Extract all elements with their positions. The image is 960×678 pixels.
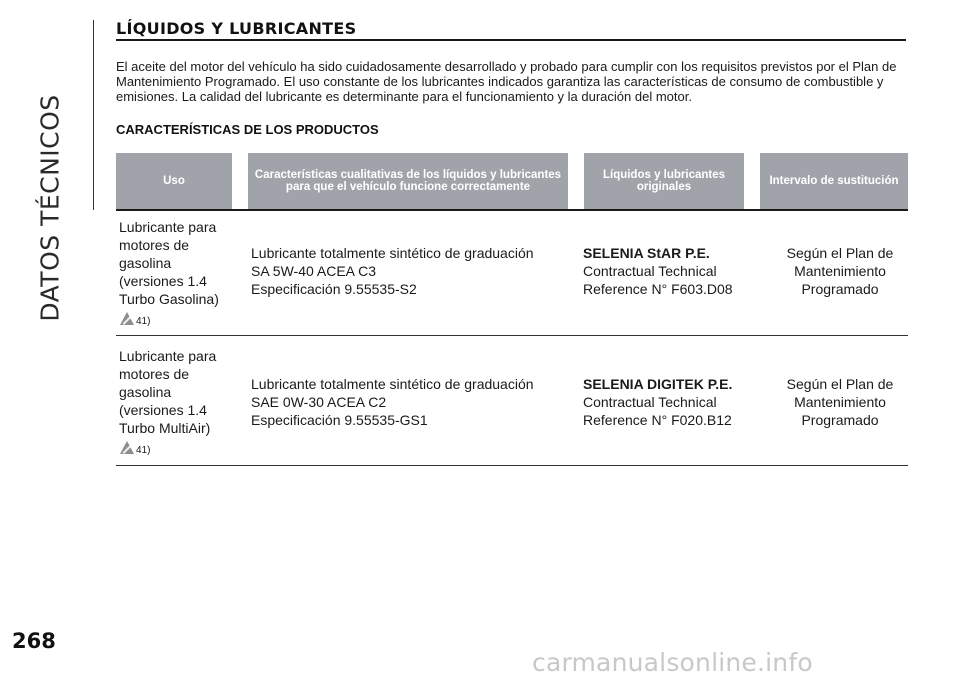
warning-ref-label: 41) [136, 445, 151, 456]
product-ref-line: Reference N° F603.D08 [583, 281, 733, 297]
header-divider [116, 209, 908, 211]
side-divider [93, 20, 94, 210]
cell-caracteristicas [251, 244, 571, 298]
caracteristica-line: Lubricante totalmente sintético de graduación [251, 376, 534, 392]
caracteristica-line: Especificación 9.55535-S2 [251, 281, 417, 297]
uso-line: Turbo Gasolina) [119, 291, 219, 307]
warning-triangle-icon [119, 311, 135, 327]
intervalo-line: Según el Plan de [786, 376, 894, 392]
intro-paragraph: El aceite del motor del vehículo ha sido cuidadosamente desarrollado y probado para cumplir con los requisitos previstos por el Plan de Mantenimiento Programado. El uso constante de los lubricantes indicados garantiza las características de consumo de combustible y emisiones. La calidad del lubricante es determinante para el funcionamiento y la duración del motor. [116, 59, 897, 104]
uso-line: Turbo MultiAir) [119, 420, 211, 436]
caracteristica-line: SAE 0W-30 ACEA C2 [251, 394, 387, 410]
product-name: SELENIA StAR P.E. [583, 245, 710, 261]
intervalo-line: Programado [801, 281, 879, 297]
section-side-title: DATOS TÉCNICOS [35, 94, 65, 322]
page-number: 268 [12, 629, 56, 653]
header-intervalo: Intervalo de sustitución [760, 153, 908, 209]
uso-line: Lubricante para [119, 219, 217, 235]
page-title: LÍQUIDOS Y LUBRICANTES [116, 19, 357, 38]
intervalo-line: Mantenimiento [794, 263, 886, 279]
cell-uso [119, 347, 239, 456]
warning-reference[interactable] [119, 440, 239, 456]
intervalo-line: Mantenimiento [794, 394, 886, 410]
uso-line: motores de [119, 237, 190, 253]
warning-triangle-icon [119, 440, 135, 456]
cell-liquidos [583, 244, 753, 298]
caracteristica-line: SA 5W-40 ACEA C3 [251, 263, 377, 279]
uso-line: (versiones 1.4 [119, 273, 207, 289]
header-caracteristicas: Características cualitativas de los líquidos y lubricantes para que el vehículo funcione correctamente [248, 153, 568, 209]
caracteristica-line: Lubricante totalmente sintético de graduación [251, 245, 534, 261]
uso-line: gasolina [119, 255, 172, 271]
uso-line: motores de [119, 366, 190, 382]
warning-reference[interactable] [119, 311, 239, 327]
cell-caracteristicas [251, 375, 571, 429]
uso-line: Lubricante para [119, 348, 217, 364]
cell-liquidos [583, 375, 753, 429]
intervalo-line: Según el Plan de [786, 245, 894, 261]
uso-line: (versiones 1.4 [119, 402, 207, 418]
product-ref-line: Contractual Technical [583, 263, 717, 279]
product-ref-line: Contractual Technical [583, 394, 717, 410]
caracteristica-line: Especificación 9.55535-GS1 [251, 412, 428, 428]
table-row [116, 347, 908, 466]
header-uso: Uso [116, 153, 232, 209]
intervalo-line: Programado [801, 412, 879, 428]
watermark: carmanualsonline.info [532, 648, 813, 677]
product-name: SELENIA DIGITEK P.E. [583, 376, 733, 392]
product-ref-line: Reference N° F020.B12 [583, 412, 732, 428]
warning-ref-label: 41) [136, 316, 151, 327]
cell-intervalo [766, 244, 914, 298]
uso-line: gasolina [119, 384, 172, 400]
header-liquidos: Líquidos y lubricantes originales [584, 153, 744, 209]
cell-intervalo [766, 375, 914, 429]
table-row [116, 218, 908, 336]
cell-uso [119, 218, 239, 327]
products-subtitle: CARACTERÍSTICAS DE LOS PRODUCTOS [116, 122, 379, 137]
title-divider [116, 39, 906, 41]
table-header [116, 153, 908, 209]
